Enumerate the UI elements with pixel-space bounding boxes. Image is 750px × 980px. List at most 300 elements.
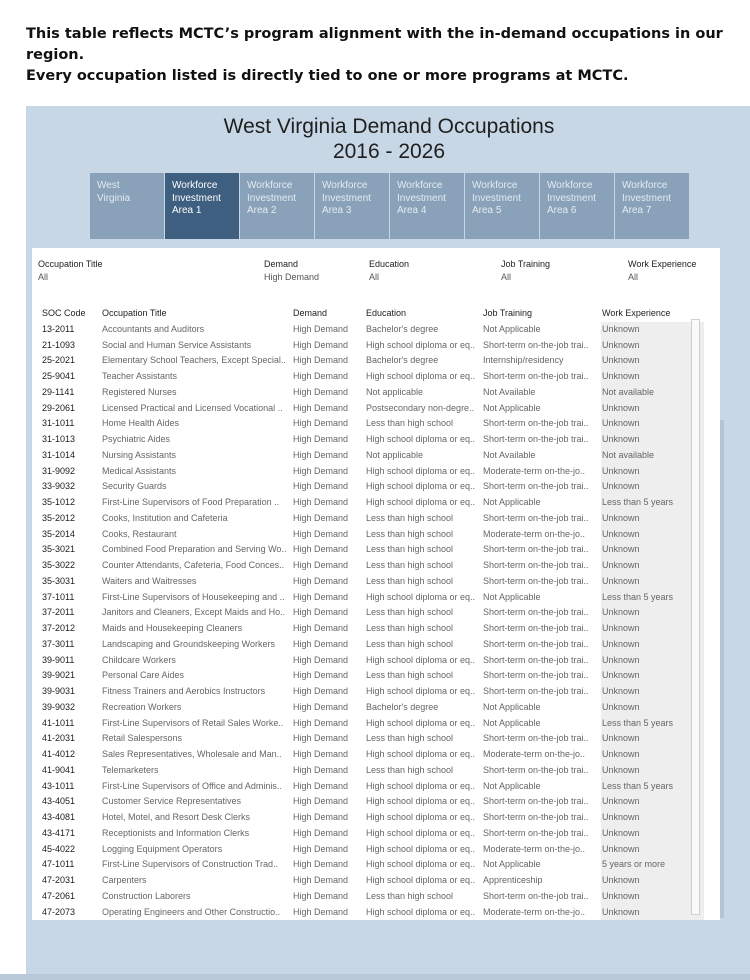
cell-soc-code: 35-3022 (42, 560, 76, 570)
cell-demand: High Demand (293, 544, 349, 555)
cell-soc-code: 37-3011 (42, 638, 75, 649)
tab-label-line3: Area 4 (397, 205, 427, 216)
tab-area-2[interactable] (240, 173, 314, 239)
cell-job-training: Short-term on-the-job trai.. (483, 575, 589, 586)
cell-demand: High Demand (293, 654, 349, 665)
cell-work-experience: Unknown (601, 353, 704, 369)
cell-demand: High Demand (293, 575, 349, 586)
filter-value[interactable]: All (501, 272, 512, 282)
cell-soc-code: 31-9092 (42, 465, 76, 476)
table-row[interactable] (32, 322, 702, 338)
cell-education: Not applicable (366, 386, 424, 397)
header-job-training[interactable]: Job Training (483, 308, 533, 318)
cell-education: High school diploma or eq.. (366, 371, 476, 381)
intro-line-2: Every occupation listed is directly tied to one or more programs at MCTC. (26, 68, 629, 84)
cell-work-experience: Unknown (601, 668, 704, 684)
occupation-table (32, 306, 702, 920)
cell-education: High school diploma or eq.. (366, 465, 476, 476)
cell-soc-code: 37-2011 (42, 607, 75, 618)
tab-area-5[interactable] (465, 173, 539, 239)
table-row[interactable] (32, 684, 702, 700)
cell-education: Bachelor's degree (366, 355, 439, 366)
table-row[interactable] (32, 716, 702, 732)
cell-occupation-title: Operating Engineers and Other Constructio.. (102, 906, 281, 917)
cell-education: High school diploma or eq.. (366, 434, 476, 444)
cell-education: Bachelor's degree (366, 323, 439, 334)
cell-demand: High Demand (293, 623, 349, 633)
cell-work-experience: Unknown (601, 511, 704, 527)
cell-occupation-title: Security Guards (102, 481, 167, 492)
cell-demand: High Demand (293, 449, 349, 460)
cell-occupation-title: First-Line Supervisors of Office and Adminis.. (102, 780, 282, 791)
tab-label-line3: Area 6 (547, 205, 577, 216)
cell-education: High school diploma or eq.. (366, 686, 476, 696)
cell-education: Less than high school (366, 638, 454, 649)
table-row[interactable] (32, 873, 702, 889)
tab-label-line3: Area 2 (247, 205, 277, 216)
cell-education: Less than high school (366, 670, 454, 681)
cell-education: High school diploma or eq.. (366, 497, 476, 507)
filter-value[interactable]: High Demand (264, 272, 320, 282)
cell-education: Less than high school (366, 560, 454, 570)
cell-soc-code: 41-2031 (42, 733, 76, 744)
cell-work-experience: Unknown (601, 873, 704, 889)
tab-label-line2: Investment (322, 192, 371, 204)
cell-occupation-title: Social and Human Service Assistants (102, 339, 252, 350)
cell-job-training: Short-term on-the-job trai.. (483, 371, 589, 381)
cell-demand: High Demand (293, 402, 349, 413)
cell-demand: High Demand (293, 717, 349, 728)
cell-demand: High Demand (293, 827, 349, 838)
table-row[interactable] (32, 558, 702, 574)
table-row[interactable] (32, 448, 702, 464)
table-row[interactable] (32, 779, 702, 795)
cell-education: High school diploma or eq.. (366, 749, 476, 759)
filter-label: Occupation Title (38, 259, 103, 269)
cell-education: High school diploma or eq.. (366, 591, 476, 602)
cell-work-experience: Unknown (601, 826, 704, 842)
cell-soc-code: 29-1141 (42, 386, 75, 397)
table-row[interactable] (32, 495, 702, 511)
cell-work-experience: Unknown (601, 621, 704, 637)
cell-education: High school diploma or eq.. (366, 339, 476, 350)
filter-label: Demand (264, 259, 299, 269)
bottom-edge (0, 974, 750, 980)
cell-education: Not applicable (366, 449, 424, 460)
tab-area-6[interactable] (540, 173, 614, 239)
dashboard-title-line-1: West Virginia Demand Occupations (223, 115, 555, 138)
cell-soc-code: 25-2021 (42, 355, 76, 366)
cell-education: Less than high school (366, 733, 454, 744)
cell-work-experience: Not available (601, 385, 704, 401)
cell-demand: High Demand (293, 355, 349, 366)
table-row[interactable] (32, 590, 702, 606)
cell-soc-code: 35-2012 (42, 512, 76, 523)
cell-soc-code: 43-4171 (42, 827, 76, 838)
cell-occupation-title: First-Line Supervisors of Housekeeping and .. (102, 591, 285, 602)
filter-value[interactable]: All (38, 272, 49, 282)
table-row[interactable] (32, 889, 702, 905)
cell-demand: High Demand (293, 512, 349, 523)
tab-label-line1: Workforce (247, 180, 293, 191)
intro-line-1: This table reflects MCTC’s program alignment with the in-demand occupations in our region. (26, 26, 723, 63)
cell-job-training: Short-term on-the-job trai.. (483, 686, 589, 696)
tab-label-line2: Investment (622, 192, 671, 204)
cell-work-experience: Unknown (601, 700, 704, 716)
cell-job-training: Not Applicable (483, 701, 541, 712)
cell-soc-code: 45-4022 (42, 843, 76, 854)
table-scrollbar[interactable] (691, 319, 700, 915)
cell-job-training: Short-term on-the-job trai.. (483, 764, 589, 775)
tab-area-1[interactable] (165, 173, 239, 239)
cell-job-training: Short-term on-the-job trai.. (483, 418, 589, 429)
cell-job-training: Short-term on-the-job trai.. (483, 654, 589, 665)
cell-job-training: Moderate-term on-the-jo.. (483, 843, 586, 854)
header-occupation-title[interactable]: Occupation Title (102, 308, 167, 318)
table-row[interactable] (32, 369, 702, 385)
table-row[interactable] (32, 731, 702, 747)
cell-occupation-title: Hotel, Motel, and Resort Desk Clerks (102, 812, 251, 822)
tab-label-line1: Workforce (622, 180, 668, 191)
cell-demand: High Demand (293, 686, 349, 696)
header-soc-code[interactable]: SOC Code (42, 308, 86, 318)
table-row[interactable] (32, 668, 702, 684)
header-work-experience[interactable]: Work Experience (602, 308, 671, 318)
filter-work-experience[interactable] (628, 258, 696, 284)
table-row[interactable] (32, 700, 702, 716)
cell-occupation-title: First-Line Supervisors of Retail Sales Worke.. (102, 717, 284, 728)
cell-work-experience: Unknown (601, 574, 704, 590)
cell-work-experience: Unknown (601, 905, 704, 921)
table-row[interactable] (32, 527, 702, 543)
cell-soc-code: 47-2061 (42, 890, 76, 901)
tab-label-line1: Workforce (547, 180, 593, 191)
cell-job-training: Short-term on-the-job trai.. (483, 733, 589, 744)
cell-demand: High Demand (293, 386, 349, 397)
cell-education: High school diploma or eq.. (366, 827, 476, 838)
cell-work-experience: Not available (601, 448, 704, 464)
table-row[interactable] (32, 747, 702, 763)
table-row[interactable] (32, 401, 702, 417)
cell-occupation-title: Accountants and Auditors (102, 323, 205, 334)
cell-work-experience: Unknown (601, 637, 704, 653)
cell-soc-code: 39-9011 (42, 654, 75, 665)
cell-occupation-title: Licensed Practical and Licensed Vocational .. (102, 402, 283, 413)
cell-demand: High Demand (293, 528, 349, 539)
cell-work-experience: Unknown (601, 542, 704, 558)
cell-work-experience: Unknown (601, 338, 704, 354)
cell-work-experience: Unknown (601, 842, 704, 858)
table-row[interactable] (32, 621, 702, 637)
cell-soc-code: 13-2011 (42, 323, 75, 334)
table-row[interactable] (32, 826, 702, 842)
cell-soc-code: 21-1093 (42, 339, 76, 350)
cell-demand: High Demand (293, 323, 349, 334)
cell-job-training: Not Available (483, 386, 536, 397)
cell-demand: High Demand (293, 371, 349, 381)
cell-occupation-title: Janitors and Cleaners, Except Maids and Ho.. (102, 607, 286, 618)
cell-occupation-title: Nursing Assistants (102, 449, 177, 460)
cell-occupation-title: Customer Service Representatives (102, 796, 242, 807)
cell-demand: High Demand (293, 497, 349, 507)
cell-education: High school diploma or eq.. (366, 843, 476, 854)
cell-work-experience: Less than 5 years (601, 495, 704, 511)
cell-job-training: Moderate-term on-the-jo.. (483, 528, 586, 539)
filter-value[interactable]: All (369, 272, 380, 282)
tab-area-3[interactable] (315, 173, 389, 239)
cell-occupation-title: Medical Assistants (102, 465, 177, 476)
tab-label-line1: Workforce (322, 180, 368, 191)
cell-job-training: Short-term on-the-job trai.. (483, 544, 589, 555)
cell-soc-code: 43-4051 (42, 796, 76, 807)
header-education[interactable]: Education (366, 308, 407, 318)
cell-soc-code: 37-1011 (42, 591, 75, 602)
table-row[interactable] (32, 416, 702, 432)
table-row[interactable] (32, 432, 702, 448)
cell-occupation-title: Teacher Assistants (102, 371, 178, 381)
cell-education: Postsecondary non-degre.. (366, 402, 475, 413)
cell-demand: High Demand (293, 733, 349, 744)
table-row[interactable] (32, 464, 702, 480)
table-header-row (32, 306, 702, 322)
tab-area-4[interactable] (390, 173, 464, 239)
header-demand[interactable]: Demand (293, 308, 328, 318)
tab-label-line2: Investment (247, 192, 296, 204)
cell-work-experience: Unknown (601, 731, 704, 747)
cell-demand: High Demand (293, 890, 349, 901)
cell-demand: High Demand (293, 859, 349, 870)
cell-job-training: Short-term on-the-job trai.. (483, 607, 589, 618)
table-row[interactable] (32, 763, 702, 779)
cell-demand: High Demand (293, 560, 349, 570)
cell-work-experience: Unknown (601, 401, 704, 417)
cell-demand: High Demand (293, 764, 349, 775)
cell-work-experience: Unknown (601, 479, 704, 495)
cell-soc-code: 39-9031 (42, 686, 76, 696)
area-tabs (90, 173, 689, 239)
cell-occupation-title: Retail Salespersons (102, 733, 183, 744)
tab-area-7[interactable] (615, 173, 689, 239)
cell-soc-code: 35-3021 (42, 544, 76, 555)
cell-work-experience: Unknown (601, 794, 704, 810)
table-row[interactable] (32, 842, 702, 858)
cell-occupation-title: Telemarketers (102, 764, 159, 775)
filter-value[interactable]: All (628, 272, 639, 282)
cell-occupation-title: Registered Nurses (102, 386, 177, 397)
tab-label-line2: Investment (172, 192, 221, 204)
cell-occupation-title: Personal Care Aides (102, 670, 185, 681)
cell-education: High school diploma or eq.. (366, 780, 476, 791)
tab-label-line3: Area 3 (322, 205, 352, 216)
cell-job-training: Not Applicable (483, 780, 541, 791)
cell-occupation-title: Maids and Housekeeping Cleaners (102, 623, 243, 633)
cell-work-experience: Unknown (601, 464, 704, 480)
tab-label-line1: Workforce (472, 180, 518, 191)
tab-label-line1: Workforce (397, 180, 443, 191)
table-row[interactable] (32, 810, 702, 826)
cell-education: Less than high school (366, 512, 454, 523)
cell-job-training: Not Applicable (483, 323, 541, 334)
cell-soc-code: 41-4012 (42, 749, 76, 759)
cell-demand: High Demand (293, 339, 349, 350)
tab-label-line1: Workforce (172, 180, 218, 191)
cell-demand: High Demand (293, 465, 349, 476)
cell-occupation-title: Home Health Aides (102, 418, 180, 429)
cell-demand: High Demand (293, 481, 349, 492)
cell-work-experience: Unknown (601, 605, 704, 621)
cell-occupation-title: Cooks, Restaurant (102, 528, 177, 539)
cell-work-experience: Unknown (601, 889, 704, 905)
table-row[interactable] (32, 511, 702, 527)
cell-job-training: Moderate-term on-the-jo.. (483, 749, 586, 759)
tab-label-line2: Virginia (97, 192, 131, 204)
cell-education: Less than high school (366, 890, 454, 901)
cell-soc-code: 43-1011 (42, 780, 75, 791)
cell-job-training: Apprenticeship (483, 875, 543, 885)
cell-job-training: Short-term on-the-job trai.. (483, 827, 589, 838)
cell-demand: High Demand (293, 906, 349, 917)
cell-work-experience: Unknown (601, 810, 704, 826)
filter-education[interactable] (369, 258, 409, 284)
cell-job-training: Short-term on-the-job trai.. (483, 890, 589, 901)
cell-job-training: Moderate-term on-the-jo.. (483, 465, 586, 476)
cell-job-training: Short-term on-the-job trai.. (483, 812, 589, 822)
cell-education: Less than high school (366, 528, 454, 539)
cell-education: High school diploma or eq.. (366, 812, 476, 822)
cell-soc-code: 29-2061 (42, 402, 76, 413)
cell-education: Less than high school (366, 623, 454, 633)
cell-job-training: Short-term on-the-job trai.. (483, 623, 589, 633)
cell-job-training: Moderate-term on-the-jo.. (483, 906, 586, 917)
cell-job-training: Not Available (483, 449, 536, 460)
cell-education: High school diploma or eq.. (366, 654, 476, 665)
dashboard-title-line-2: 2016 - 2026 (332, 140, 446, 163)
cell-education: Less than high school (366, 607, 454, 618)
cell-soc-code: 39-9021 (42, 670, 76, 681)
table-row[interactable] (32, 794, 702, 810)
cell-job-training: Short-term on-the-job trai.. (483, 638, 589, 649)
cell-occupation-title: Receptionists and Information Clerks (102, 827, 250, 838)
cell-education: High school diploma or eq.. (366, 796, 476, 807)
cell-occupation-title: Sales Representatives, Wholesale and Man.. (102, 749, 282, 759)
cell-job-training: Short-term on-the-job trai.. (483, 670, 589, 681)
cell-work-experience: Unknown (601, 322, 704, 338)
table-body (32, 322, 702, 921)
cell-work-experience: Less than 5 years (601, 590, 704, 606)
tab-label-line1: West (97, 180, 120, 191)
filter-label: Job Training (501, 259, 551, 269)
cell-demand: High Demand (293, 875, 349, 885)
cell-education: Bachelor's degree (366, 701, 439, 712)
cell-soc-code: 43-4081 (42, 812, 76, 822)
table-row[interactable] (32, 857, 702, 873)
cell-work-experience: Less than 5 years (601, 716, 704, 732)
cell-soc-code: 35-3031 (42, 575, 76, 586)
cell-soc-code: 41-9041 (42, 764, 76, 775)
filter-job-training[interactable] (501, 258, 550, 284)
tab-label-line3: Area 7 (622, 205, 652, 216)
cell-soc-code: 47-2031 (42, 875, 76, 885)
cell-work-experience: Unknown (601, 653, 704, 669)
table-row[interactable] (32, 605, 702, 621)
cell-education: High school diploma or eq.. (366, 875, 476, 885)
cell-education: High school diploma or eq.. (366, 906, 476, 917)
cell-soc-code: 35-1012 (42, 497, 76, 507)
cell-job-training: Not Applicable (483, 497, 541, 507)
table-row[interactable] (32, 637, 702, 653)
cell-education: High school diploma or eq.. (366, 859, 476, 870)
tab-label-line3: Area 1 (172, 205, 202, 216)
cell-occupation-title: Fitness Trainers and Aerobics Instructors (102, 686, 266, 696)
cell-demand: High Demand (293, 812, 349, 822)
cell-job-training: Short-term on-the-job trai.. (483, 512, 589, 523)
cell-demand: High Demand (293, 434, 349, 444)
cell-job-training: Short-term on-the-job trai.. (483, 560, 589, 570)
cell-work-experience: Unknown (601, 527, 704, 543)
cell-demand: High Demand (293, 796, 349, 807)
table-row[interactable] (32, 542, 702, 558)
tab-label-line2: Investment (547, 192, 596, 204)
cell-job-training: Short-term on-the-job trai.. (483, 434, 589, 444)
cell-work-experience: Unknown (601, 747, 704, 763)
cell-occupation-title: Elementary School Teachers, Except Special.. (102, 355, 286, 366)
table-row[interactable] (32, 353, 702, 369)
cell-job-training: Internship/residency (483, 355, 564, 366)
cell-occupation-title: Recreation Workers (102, 701, 182, 712)
filter-demand[interactable] (264, 258, 319, 284)
cell-work-experience: Unknown (601, 558, 704, 574)
page-scrollbar[interactable] (720, 420, 724, 918)
cell-job-training: Not Applicable (483, 591, 541, 602)
intro-text (26, 24, 726, 87)
cell-education: Less than high school (366, 575, 454, 586)
cell-demand: High Demand (293, 591, 349, 602)
cell-work-experience: Unknown (601, 432, 704, 448)
cell-soc-code: 37-2012 (42, 623, 76, 633)
table-row[interactable] (32, 479, 702, 495)
table-row[interactable] (32, 338, 702, 354)
cell-job-training: Not Applicable (483, 717, 541, 728)
cell-soc-code: 41-1011 (42, 717, 75, 728)
cell-occupation-title: Combined Food Preparation and Serving Wo.. (102, 544, 287, 555)
cell-soc-code: 39-9032 (42, 701, 76, 712)
cell-occupation-title: Construction Laborers (102, 890, 191, 901)
cell-work-experience: Unknown (601, 369, 704, 385)
cell-demand: High Demand (293, 780, 349, 791)
table-row[interactable] (32, 385, 702, 401)
cell-education: Less than high school (366, 764, 454, 775)
cell-soc-code: 31-1013 (42, 434, 76, 444)
cell-occupation-title: Carpenters (102, 875, 147, 885)
table-row[interactable] (32, 653, 702, 669)
cell-work-experience: Unknown (601, 416, 704, 432)
cell-occupation-title: Waiters and Waitresses (102, 575, 197, 586)
cell-demand: High Demand (293, 607, 349, 618)
cell-soc-code: 31-1011 (42, 418, 75, 429)
filter-label: Work Experience (628, 259, 697, 269)
table-row[interactable] (32, 905, 702, 921)
filter-label: Education (369, 259, 410, 269)
tab-area-0[interactable] (90, 173, 164, 239)
cell-soc-code: 47-2073 (42, 906, 76, 917)
cell-education: Less than high school (366, 544, 454, 555)
cell-soc-code: 25-9041 (42, 371, 76, 381)
cell-soc-code: 33-9032 (42, 481, 76, 492)
cell-job-training: Short-term on-the-job trai.. (483, 796, 589, 807)
filter-occupation-title[interactable] (38, 258, 103, 284)
cell-work-experience: Less than 5 years (601, 779, 704, 795)
table-row[interactable] (32, 574, 702, 590)
